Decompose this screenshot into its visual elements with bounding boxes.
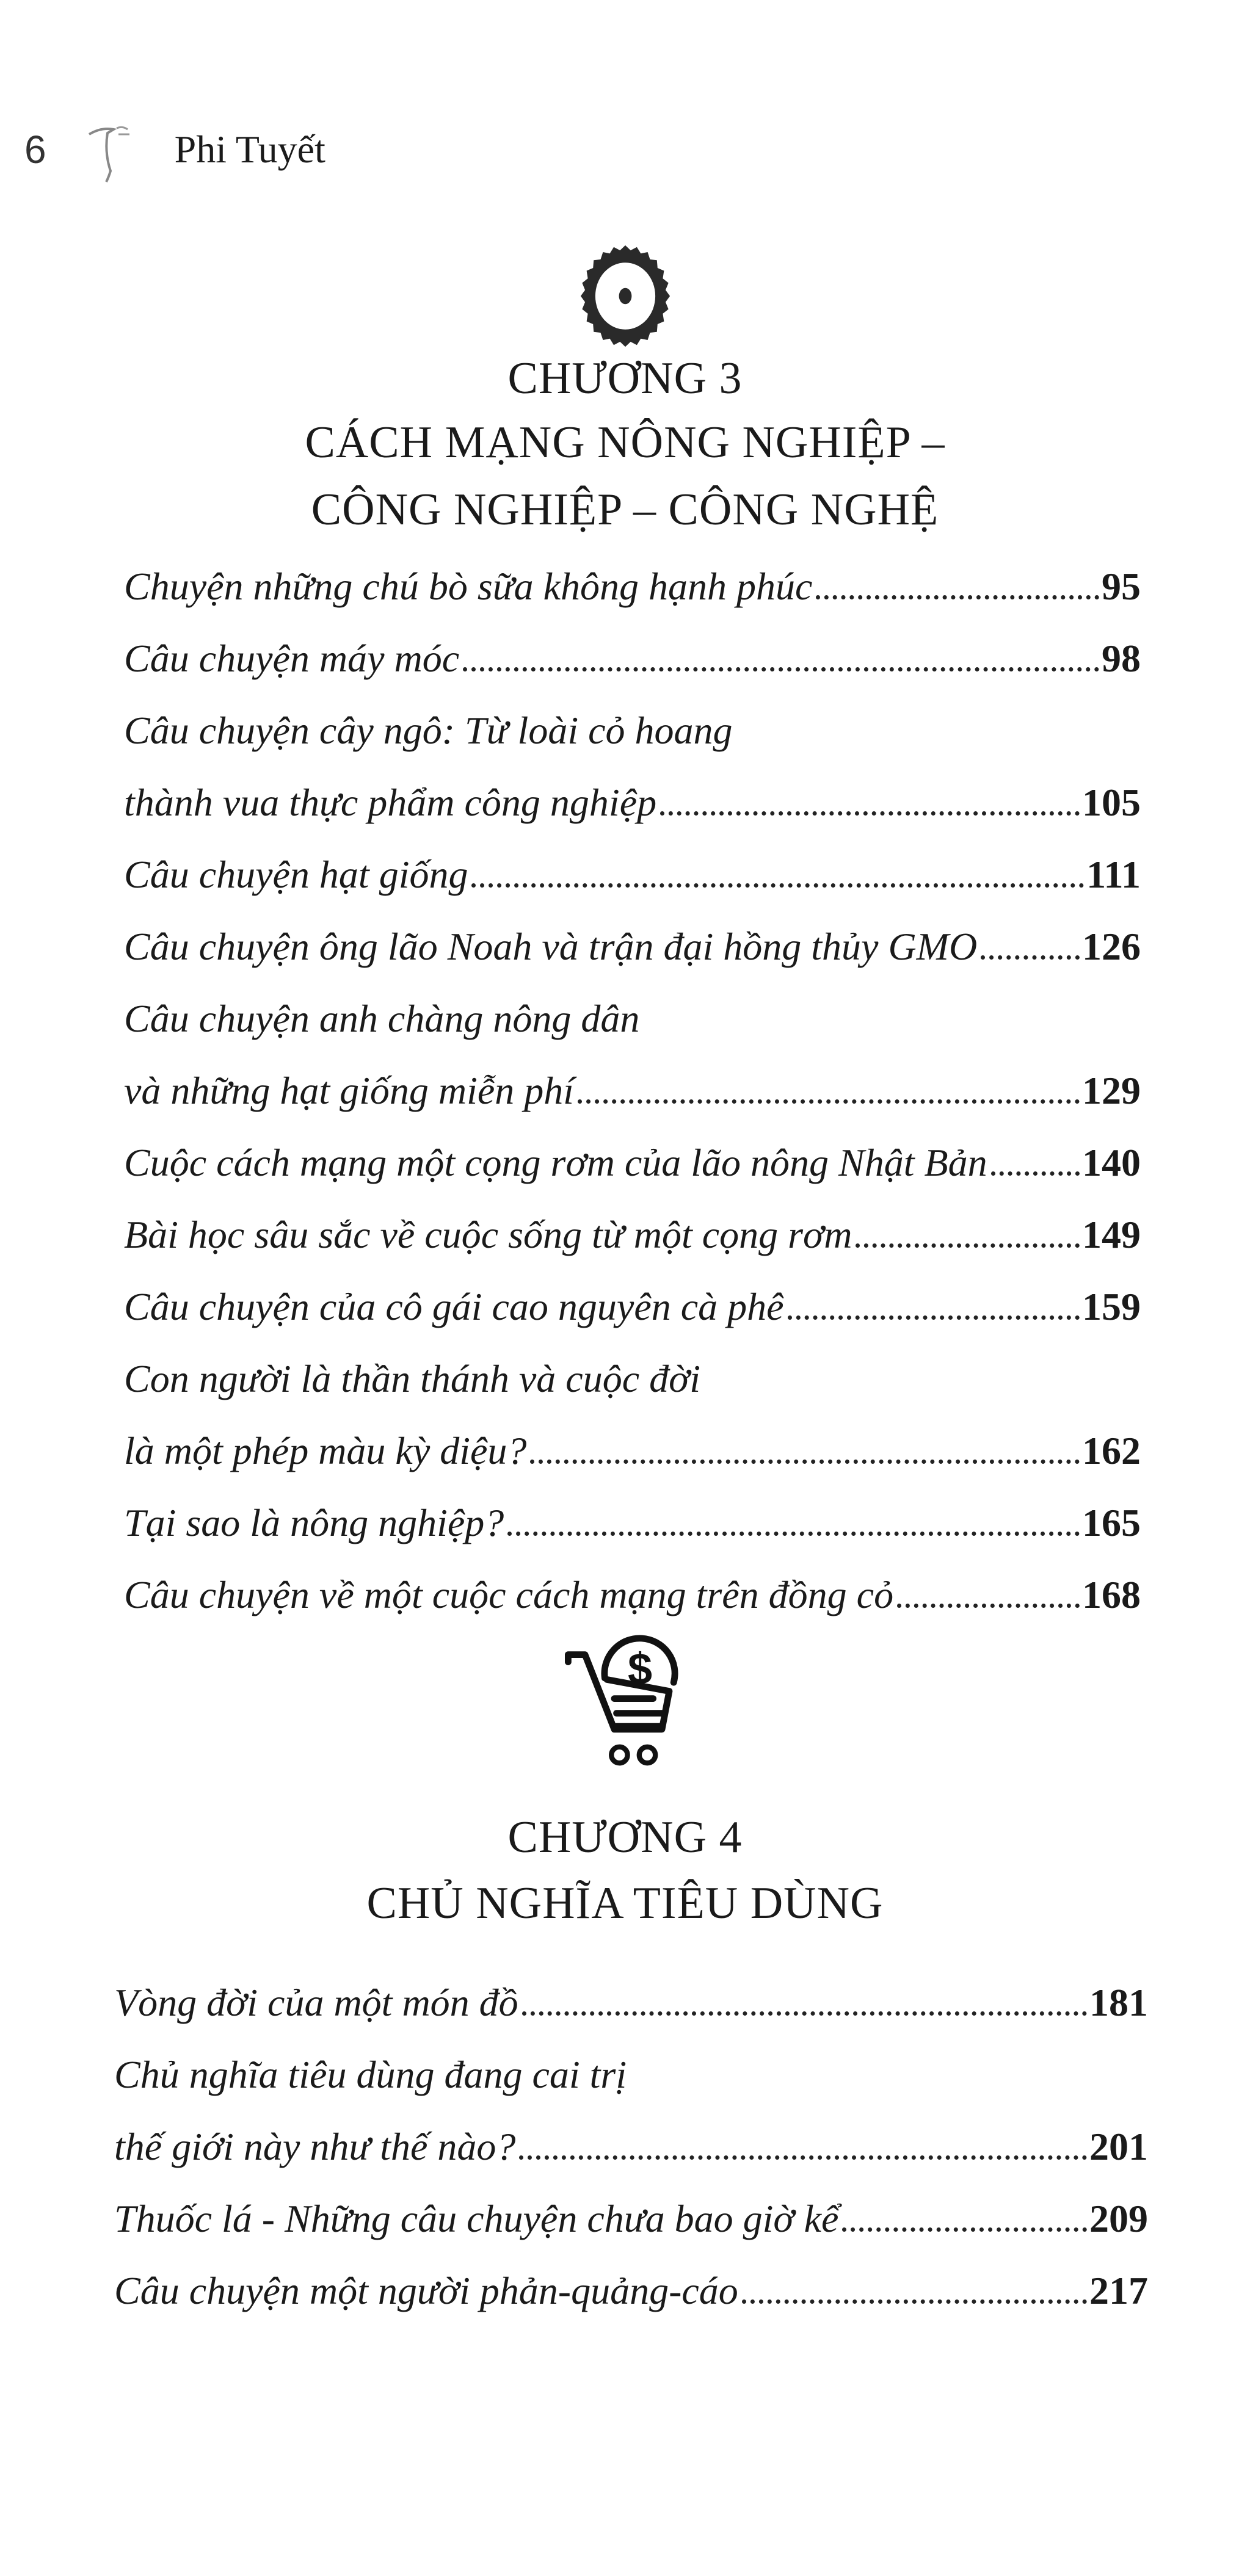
chapter-3-toc: [124, 537, 1141, 1618]
toc-entry[interactable]: [114, 1953, 1148, 2025]
dot-leader: [842, 2227, 1087, 2232]
toc-page-number: 162: [1082, 1429, 1141, 1472]
toc-entry-title: Câu chuyện một người phản-quảng-cáo: [114, 2269, 738, 2312]
toc-entry[interactable]: [114, 2169, 1148, 2241]
dot-leader: [530, 1460, 1080, 1464]
toc-page-number: 201: [1089, 2125, 1148, 2168]
toc-entry[interactable]: [124, 1546, 1141, 1618]
chapter-3-label: CHƯƠNG 3: [507, 353, 743, 403]
toc-page-number: 209: [1089, 2197, 1148, 2240]
toc-entry[interactable]: [124, 1041, 1141, 1113]
toc-entry-title: Câu chuyện ông lão Noah và trận đại hồng thủy GMO: [124, 925, 978, 968]
toc-entry-title: thế giới này như thế nào?: [114, 2125, 516, 2168]
toc-page-number: 126: [1082, 925, 1141, 968]
dot-leader: [471, 883, 1084, 888]
toc-entry[interactable]: [124, 753, 1141, 825]
dot-leader: [463, 667, 1099, 671]
author-logo-icon: [83, 116, 138, 183]
shopping-cart-dollar-icon: [552, 1612, 699, 1770]
chapter-4-label: CHƯƠNG 4: [507, 1812, 743, 1862]
toc-entry[interactable]: [124, 1330, 1141, 1402]
gear-icon: [573, 241, 677, 351]
toc-entry[interactable]: [124, 897, 1141, 969]
toc-entry[interactable]: [124, 1185, 1141, 1257]
toc-page-number: 105: [1082, 781, 1141, 824]
toc-entry-title: Câu chuyện về một cuộc cách mạng trên đồng cỏ: [124, 1573, 894, 1616]
toc-page-number: 217: [1089, 2269, 1148, 2312]
toc-entry-title: Bài học sâu sắc về cuộc sống từ một cọng rơm: [124, 1213, 852, 1256]
toc-entry-title: Tại sao là nông nghiệp?: [124, 1501, 504, 1544]
toc-entry[interactable]: [114, 2097, 1148, 2169]
toc-page-number: 159: [1082, 1285, 1141, 1328]
dot-leader: [578, 1099, 1080, 1104]
toc-entry-title: Thuốc lá - Những câu chuyện chưa bao giờ kể: [114, 2197, 839, 2240]
dot-leader: [981, 955, 1080, 960]
toc-entry[interactable]: [124, 825, 1141, 897]
toc-page-number: 149: [1082, 1213, 1141, 1256]
toc-entry[interactable]: [124, 537, 1141, 609]
toc-entry[interactable]: [124, 681, 1141, 753]
toc-page-number: 111: [1086, 853, 1141, 896]
toc-entry-title: Cuộc cách mạng một cọng rơm của lão nông Nhật Bản: [124, 1141, 987, 1184]
dot-leader: [897, 1604, 1080, 1608]
toc-page-number: 165: [1082, 1501, 1141, 1544]
toc-entry-title: và những hạt giống miễn phí: [124, 1069, 575, 1112]
toc-entry-title: Câu chuyện của cô gái cao nguyên cà phê: [124, 1285, 784, 1328]
toc-entry-title: là một phép màu kỳ diệu?: [124, 1429, 527, 1472]
toc-entry-title: Câu chuyện cây ngô: Từ loài cỏ hoang: [124, 709, 733, 752]
svg-text:$: $: [627, 1644, 652, 1694]
toc-entry[interactable]: [124, 969, 1141, 1041]
dot-leader: [816, 595, 1099, 599]
toc-page-number: 181: [1089, 1981, 1148, 2024]
toc-entry[interactable]: [124, 1402, 1141, 1474]
dot-leader: [742, 2299, 1087, 2304]
dot-leader: [660, 811, 1080, 816]
chapter-3-title-line-1: CÁCH MẠNG NÔNG NGHIỆP –: [305, 418, 945, 468]
dot-leader: [788, 1315, 1080, 1320]
toc-page-number: 129: [1082, 1069, 1141, 1112]
toc-page-number: 98: [1102, 637, 1141, 680]
author-name: Phi Tuyết: [174, 128, 325, 171]
toc-entry-title: Chuyện những chú bò sữa không hạnh phúc: [124, 565, 813, 608]
toc-entry-title: thành vua thực phẩm công nghiệp: [124, 781, 657, 824]
toc-entry[interactable]: [114, 2241, 1148, 2314]
dot-leader: [522, 2011, 1087, 2016]
dot-leader: [991, 1171, 1080, 1176]
toc-page-number: 95: [1102, 565, 1141, 608]
toc-entry[interactable]: [124, 1257, 1141, 1330]
toc-entry-title: Chủ nghĩa tiêu dùng đang cai trị: [114, 2053, 627, 2096]
toc-entry[interactable]: [124, 1113, 1141, 1185]
running-header: [24, 116, 325, 183]
toc-page-number: 168: [1082, 1573, 1141, 1616]
page-number: 6: [24, 128, 46, 172]
toc-entry-title: Con người là thần thánh và cuộc đời: [124, 1357, 701, 1400]
chapter-3-title-line-2: CÔNG NGHIỆP – CÔNG NGHỆ: [311, 485, 939, 535]
toc-entry-title: Câu chuyện máy móc: [124, 637, 460, 680]
chapter-4-title: CHỦ NGHĨA TIÊU DÙNG: [366, 1878, 884, 1928]
toc-entry-title: Câu chuyện hạt giống: [124, 853, 468, 896]
toc-entry[interactable]: [124, 1474, 1141, 1546]
chapter-4-toc: [114, 1953, 1148, 2314]
dot-leader: [856, 1243, 1080, 1248]
toc-entry[interactable]: [114, 2025, 1148, 2097]
toc-entry-title: Câu chuyện anh chàng nông dân: [124, 997, 640, 1040]
dot-leader: [519, 2155, 1087, 2160]
toc-entry-title: Vòng đời của một món đồ: [114, 1981, 518, 2024]
dot-leader: [507, 1532, 1080, 1536]
toc-entry[interactable]: [124, 609, 1141, 681]
toc-page-number: 140: [1082, 1141, 1141, 1184]
